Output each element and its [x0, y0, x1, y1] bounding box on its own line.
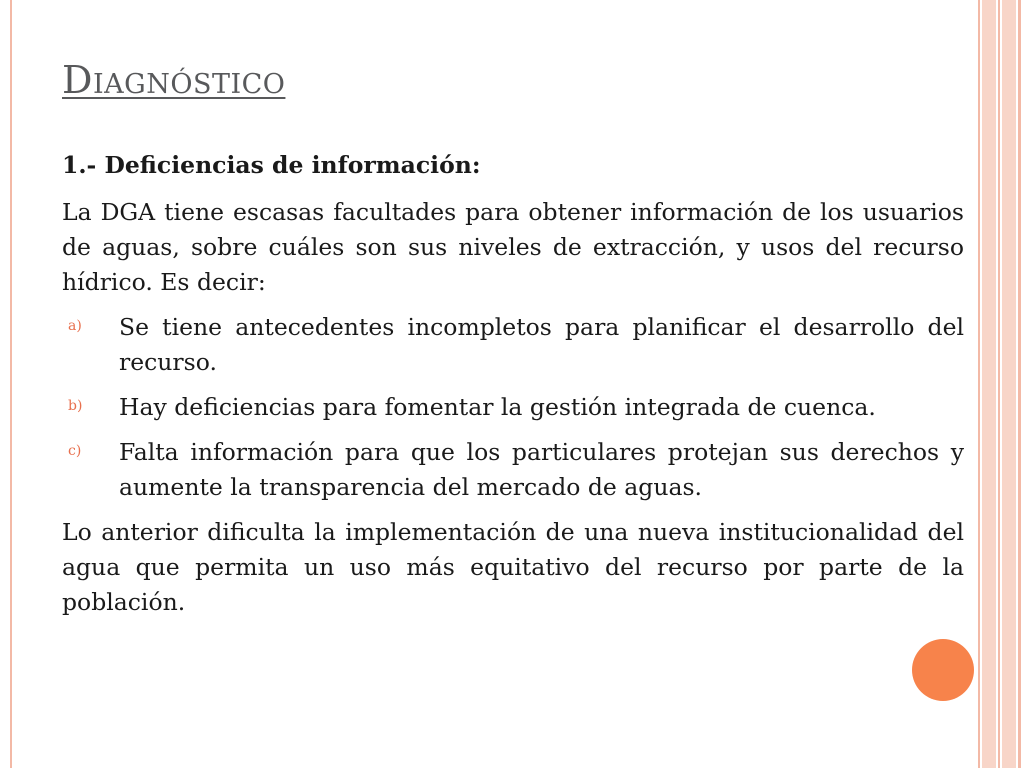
list-marker: b) [68, 398, 83, 414]
left-border-stripe [10, 0, 12, 768]
decorative-bar [1002, 0, 1016, 768]
intro-paragraph: La DGA tiene escasas facultades para obtener información de los usuarios de aguas, sobre cuáles son sus niveles de extracción, y usos del recurso hídrico. Es decir: [62, 198, 964, 296]
slide-body [62, 148, 964, 620]
list-marker: a) [68, 318, 82, 334]
list-item [62, 435, 964, 505]
list-marker: c) [68, 443, 82, 459]
list-item-text: Hay deficiencias para fomentar la gestión integrada de cuenca. [119, 393, 876, 421]
list-item-text: Falta información para que los particulares protejan sus derechos y aumente la transparencia del mercado de aguas. [119, 438, 964, 501]
list-item [62, 310, 964, 380]
decorative-bar [998, 0, 1000, 768]
right-decorative-bars [978, 0, 1024, 768]
decorative-bar [978, 0, 980, 768]
slide-title: Diagnóstico [62, 58, 286, 102]
closing-paragraph: Lo anterior dificulta la implementación de una nueva institucionalidad del agua que permita un uso más equitativo del recurso por parte de la población. [62, 518, 964, 616]
decorative-bar [982, 0, 996, 768]
decorative-circle [912, 639, 974, 701]
list-item-text: Se tiene antecedentes incompletos para planificar el desarrollo del recurso. [119, 313, 964, 376]
deficiency-list [62, 310, 964, 505]
list-item [62, 390, 964, 425]
decorative-bar [1018, 0, 1021, 768]
section-heading: 1.- Deficiencias de información: [62, 151, 481, 179]
